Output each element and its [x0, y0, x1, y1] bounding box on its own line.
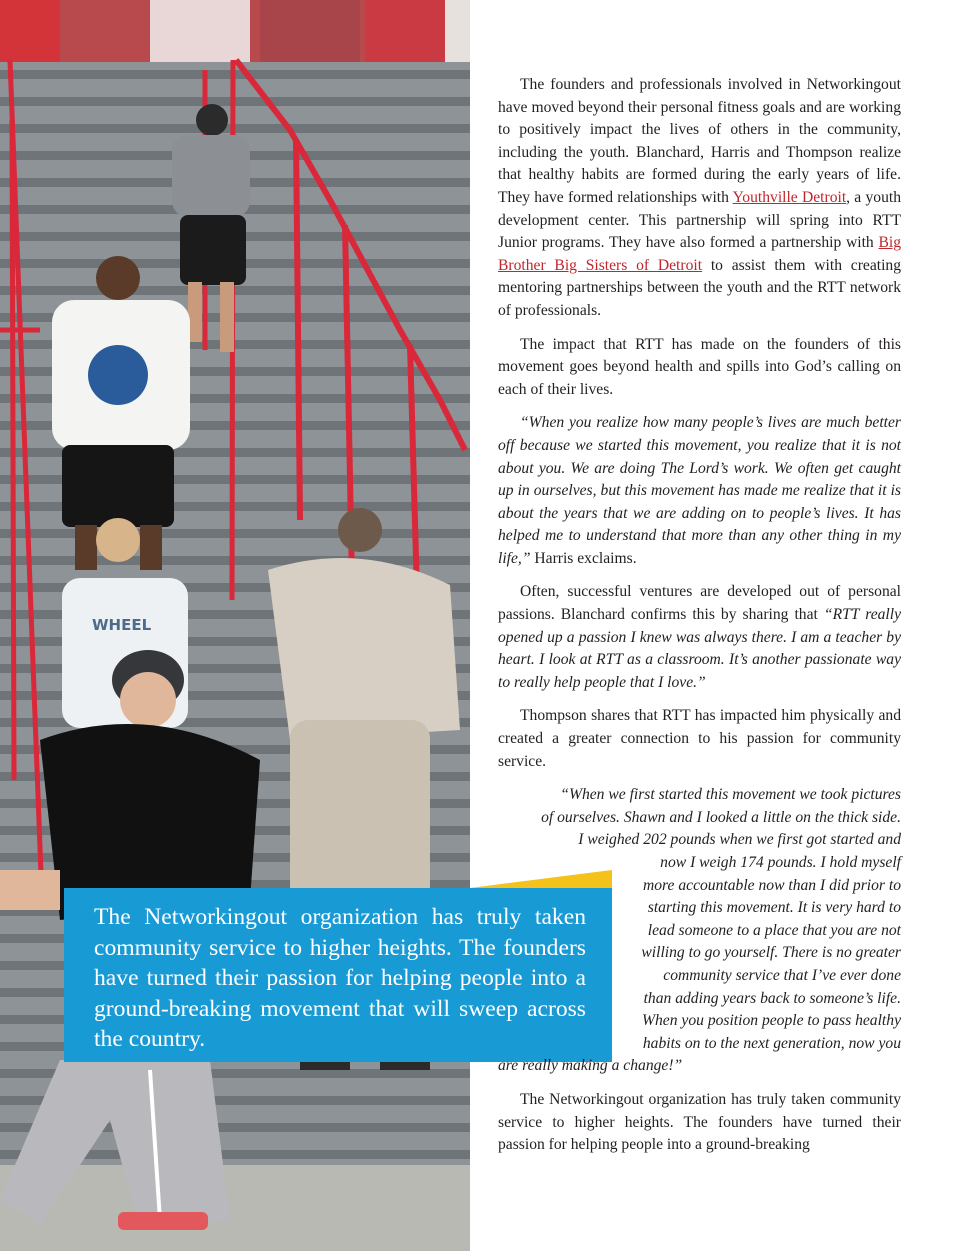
quote-line: of ourselves. Shawn and I looked a little on the thick side. [541, 808, 901, 826]
stair-climbing-photo [0, 0, 470, 1251]
quote-line: than adding years back to someone’s life. [643, 989, 901, 1007]
big-brother-big-sisters-link[interactable]: Big Brother Big Sisters of Detroit [498, 234, 901, 274]
blanchard-quote: “RTT really opened up a passion I knew was always there. I am a teacher by heart. I look at RTT as a classroom. It’s another passionate way to really help people that I love.” [498, 606, 901, 691]
quote-line: more accountable now than I did prior to [643, 876, 901, 894]
quote-line: “When we first started this movement we took pictures [560, 786, 901, 804]
paragraph-text: The founders and professionals involved in Networkingout have moved beyond their personal fitness goals and are working to positively impact the lives of others in the community, including the youth. Blanchard, Harris and Thompson realize that healthy habits are formed during the early years of life. They have formed relationships with [498, 76, 901, 206]
paragraph-text: Often, successful ventures are developed out of personal passions. Blanchard confirms this by sharing that [498, 583, 901, 624]
paragraph-thompson: Thompson shares that RTT has impacted him physically and created a greater connection to his passion for community service. [498, 707, 901, 770]
paragraph-text: to assist them with creating mentoring partnerships between the youth and the RTT network of professionals. [498, 256, 901, 319]
photo-illustration [0, 0, 470, 1251]
quote-line: community service that I’ve ever done [663, 966, 901, 984]
quote-line: willing to go yourself. There is no greater [641, 944, 901, 962]
paragraph-impact: The impact that RTT has made on the founders of this movement goes beyond health and spills into God’s calling on each of their lives. [498, 335, 901, 398]
pull-quote-text: The Networkingout organization has truly taken community service to higher heights. The founders have turned their passion for helping people into a ground-breaking movement that will sweep across the country. [94, 904, 586, 1052]
quote-line: I weighed 202 pounds when we first got started and [578, 831, 901, 849]
stair-step-edge [0, 529, 470, 538]
quote-line: now I weigh 174 pounds. I hold myself [660, 854, 901, 871]
quote-text: “When you realize how many people’s lives are much better off because we started this movement, you realize that it is not about you. We are doing The Lord’s work. We often get caught up in ourselves, but this movement has made me realize that it is about the years that we are adding on to people’s lives. It has helped me to understand that more than any other thing in my life,” [498, 414, 901, 567]
shirt-print: WHEEL [92, 616, 152, 634]
quote-line: starting this movement. It is very hard to [647, 899, 901, 917]
paragraph-partnerships [498, 74, 901, 323]
paragraph-passions [498, 581, 901, 694]
quote-line: lead someone to a place that you are not [647, 921, 901, 939]
quote-attribution: Harris exclaims. [530, 549, 637, 567]
quote-line: are really making a change!” [498, 1057, 683, 1075]
youthville-detroit-link[interactable]: Youthville Detroit [732, 188, 847, 206]
quote-line: habits on to the next generation, now you [642, 1034, 901, 1052]
article-column [498, 74, 901, 1168]
thompson-quote [498, 784, 901, 1078]
stair-step-edge [0, 556, 470, 565]
paragraph-text: , a youth development center. This partnership will spring into RTT Junior programs. They have also formed a partnership with [498, 188, 901, 252]
paragraph-conclusion: The Networkingout organization has truly taken community service to higher heights. The founders have turned their passion for helping people into a ground-breaking [498, 1090, 901, 1154]
quote-line: When you position people to pass healthy [642, 1012, 901, 1030]
harris-quote [498, 412, 901, 570]
